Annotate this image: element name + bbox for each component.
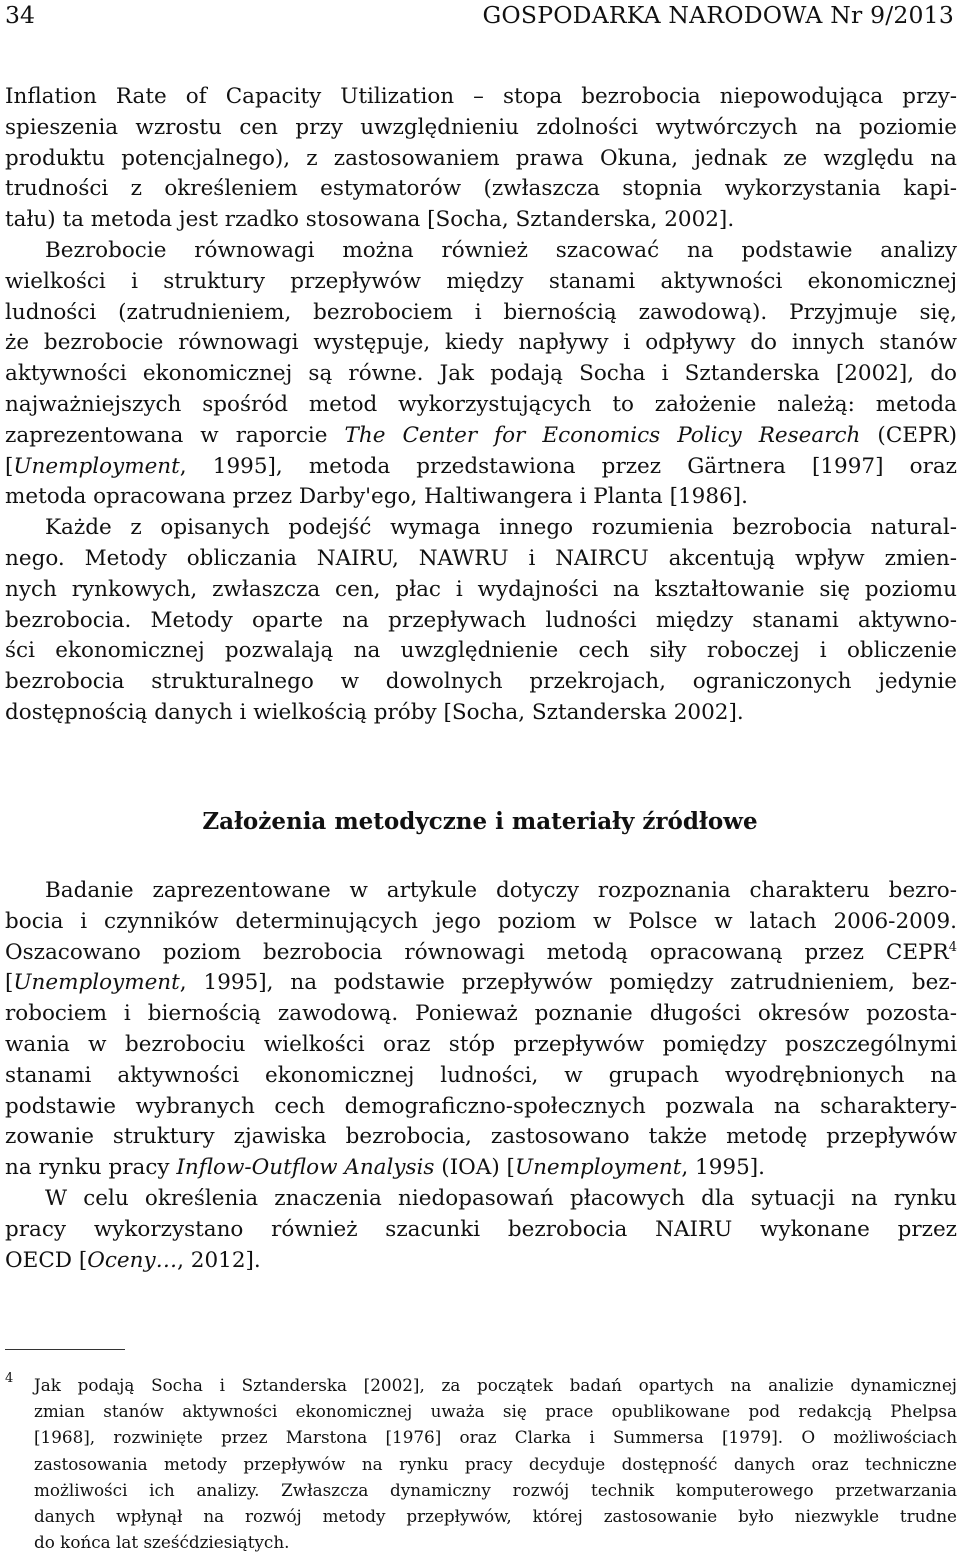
text-line [5,1246,957,1277]
body-text-upper [5,82,957,729]
running-header [0,0,960,30]
text-run: Oszacowano poziom bezrobocia równowagi metodą opracowaną przez CEPR [5,939,949,965]
body-text-lower [5,876,957,1276]
paragraph-5 [5,1184,957,1276]
citation-title: Unemployment [13,970,180,996]
text-run: , 2012]. [177,1247,261,1273]
text-line: trudności z określeniem estymatorów (zwłaszcza stopnia wykorzystania kapi- [5,176,957,202]
text-line: ludności (zatrudnieniem, bezrobociem i biernością zawodową). Przyjmuje się, [5,299,957,325]
text-line: że bezrobocie równowagi występuje, kiedy napływy i odpływy do innych stanów [5,330,957,356]
text-run: , 1995], na podstawie przepływów pomiędzy zatrudnieniem, bez- [179,970,957,996]
footnote [5,1372,957,1555]
text-line: nego. Metody obliczania NAIRU, NAWRU i NAIRCU akcentują wpływ zmien- [5,545,957,571]
journal-title: GOSPODARKA NARODOWA Nr 9/2013 [482,1,954,29]
text-run: [ [5,453,14,479]
citation-title: Unemployment [514,1155,682,1181]
text-run: na rynku pracy [5,1155,177,1181]
text-run: OECD [ [5,1247,88,1273]
citation-title: Unemployment [13,453,180,479]
text-line: Badanie zaprezentowane w artykule dotyczy rozpoznania charakteru bezro- [45,878,957,903]
citation-title: Oceny… [87,1247,178,1273]
text-line: bezrobocia strukturalnego w dowolnych przekrojach, ograniczonych jedynie [5,669,957,695]
text-line: stanami aktywności ekonomicznej ludności, w grupach wyodrębnionych na [5,1062,957,1088]
text-run: , 1995]. [681,1155,765,1181]
text-line: bocia i czynników determinujących jego poziom w Polsce w latach 2006-2009. [5,908,957,934]
text-line: podstawie wybranych cech demograficzno-społecznych pozwala na scharaktery- [5,1093,957,1119]
text-line [5,968,957,999]
footnote-reference[interactable]: 4 [948,939,957,955]
text-line: pracy wykorzystano również szacunki bezrobocia NAIRU wykonane przez [5,1216,957,1242]
report-title: The Center for Economics Policy Research [344,422,861,448]
text-line: metoda opracowana przez Darby'ego, Haltiwangera i Planta [1986]. [5,484,748,510]
footnote-line: danych wpłynął na rozwój metody przepływów, której zastosowanie było niezwykle trudne [34,1506,957,1527]
text-run: , 1995], metoda przedstawiona przez Gärtnera [1997] oraz [179,453,957,479]
text-line: robociem i biernością zawodową. Ponieważ poznanie długości okresów pozosta- [5,1001,957,1027]
text-run: [ [5,970,14,996]
text-line: aktywności ekonomicznej są równe. Jak podają Socha i Sztanderska [2002], do [5,361,957,387]
text-line: nych rynkowych, zwłaszcza cen, płac i wydajności na kształtowanie się poziomu [5,576,957,602]
paragraph-2 [5,236,957,513]
method-name: Inflow-Outflow Analysis [176,1155,435,1181]
text-line: bezrobocia. Metody oparte na przepływach ludności między stanami aktywno- [5,607,957,633]
text-line: spieszenia wzrostu cen przy uwzględnieniu zdolności wytwórczych na poziomie [5,114,957,140]
text-line: wania w bezrobociu wielkości oraz stóp przepływów pomiędzy poszczególnymi [5,1031,957,1057]
text-line [5,452,957,483]
text-line: produktu potencjalnego), z zastosowaniem prawa Okuna, jednak ze względu na [5,145,957,171]
paragraph-4 [5,876,957,1184]
text-line [5,421,957,452]
text-line: wielkości i struktury przepływów między stanami aktywności ekonomicznej [5,268,957,294]
footnote-line: zmian stanów aktywności ekonomicznej uważa się prace opublikowane pod redakcją Phelpsa [34,1401,957,1422]
footnote-line: [1968], rozwinięte przez Marstona [1976] oraz Clarka i Summersa [1979]. O możliwościach [34,1427,957,1448]
text-run: zaprezentowana w raporcie [5,422,345,448]
text-run: (IOA) [ [434,1155,515,1181]
text-line: tału) ta metoda jest rzadko stosowana [Socha, Sztanderska, 2002]. [5,207,735,233]
text-line: Inflation Rate of Capacity Utilization – stopa bezrobocia niepowodująca przy- [5,84,957,109]
text-line: najważniejszych spośród metod wykorzystujących to założenie należą: metoda [5,391,957,417]
text-run: (CEPR) [860,422,957,448]
text-line: zowanie struktury zjawiska bezrobocia, zastosowano także metodę przepływów [5,1124,957,1150]
text-line [5,1153,957,1184]
footnote-line: do końca lat sześćdziesiątych. [34,1532,290,1553]
text-line: dostępnością danych i wielkością próby [Socha, Sztanderska 2002]. [5,699,744,725]
text-line [5,938,957,969]
footnote-mark: 4 [5,1371,14,1386]
footnote-line: Jak podają Socha i Sztanderska [2002], za początek badań opartych na analizie dynamicznej [34,1375,957,1395]
text-line: Każde z opisanych podejść wymaga innego rozumienia bezrobocia natural- [45,515,957,541]
footnote-divider [5,1349,125,1350]
text-line: Bezrobocie równowagi można również szacować na podstawie analizy [45,237,957,263]
page-number: 34 [5,1,35,29]
footnote-line: zastosowania metody przepływów na rynku pracy decyduje dostępność danych oraz techniczne [34,1453,957,1474]
footnote-line: możliwości ich analizy. Zwłaszcza dynamiczny rozwój technik komputerowego przetwarzania [34,1479,957,1500]
paragraph-3 [5,513,957,729]
paragraph-1 [5,82,957,236]
section-heading: Założenia metodyczne i materiały źródłowe [202,808,758,835]
text-line: W celu określenia znaczenia niedopasowań płacowych dla sytuacji na rynku [45,1185,957,1211]
text-line: ści ekonomicznej pozwalają na uwzględnienie cech siły roboczej i obliczenie [5,638,957,664]
footnote-text [34,1372,957,1555]
